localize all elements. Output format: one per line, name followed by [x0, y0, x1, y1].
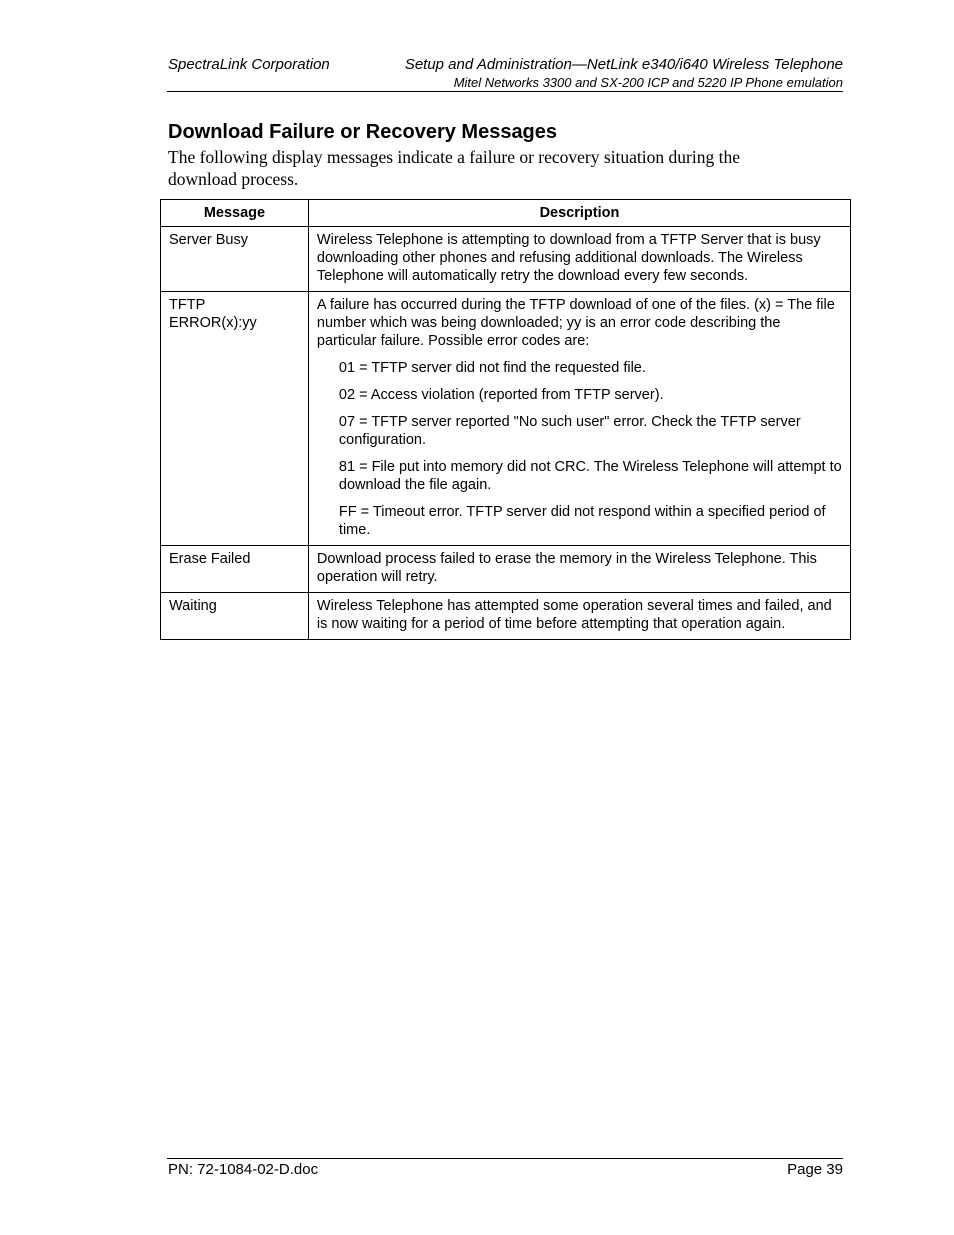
- message-cell: [161, 227, 309, 292]
- message-text: Erase Failed: [169, 551, 251, 567]
- section-intro: The following display messages indicate a failure or recovery situation during the download process.: [168, 147, 740, 189]
- column-header-description: Description: [308, 200, 850, 227]
- error-code-item: 01 = TFTP server did not find the requested file.: [338, 360, 646, 376]
- message-cell: [161, 546, 309, 593]
- description-text: Download process failed to erase the memory in the Wireless Telephone. This operation will retry.: [316, 551, 817, 585]
- table-row: [161, 227, 851, 292]
- section-heading: Download Failure or Recovery Messages: [168, 121, 558, 143]
- column-header-message: Message: [161, 200, 309, 227]
- description-cell: [308, 546, 850, 593]
- message-text: Waiting: [169, 598, 217, 614]
- error-code-item: 81 = File put into memory did not CRC. The Wireless Telephone will attempt to download the file again.: [338, 459, 842, 493]
- message-text: TFTP ERROR(x):yy: [169, 297, 257, 331]
- table-row: [161, 546, 851, 593]
- error-code-item: FF = Timeout error. TFTP server did not respond within a specified period of time.: [338, 504, 826, 538]
- description-cell: [308, 292, 850, 546]
- header-rule: [167, 91, 843, 92]
- footer-rule: [167, 1158, 843, 1159]
- table-row: [161, 593, 851, 640]
- table-row: [161, 292, 851, 546]
- messages-table: [160, 199, 851, 640]
- description-text: Wireless Telephone has attempted some operation several times and failed, and is now waiting for a period of time before attempting that operation again.: [316, 598, 832, 632]
- message-cell: [161, 292, 309, 546]
- header-title: Setup and Administration—NetLink e340/i640 Wireless Telephone: [404, 56, 843, 73]
- description-text: Wireless Telephone is attempting to download from a TFTP Server that is busy downloading other phones and refusing additional downloads. The Wireless Telephone will automatically retry the download every few seconds.: [316, 232, 821, 284]
- header-subtitle: Mitel Networks 3300 and SX-200 ICP and 5220 IP Phone emulation: [453, 75, 843, 90]
- table-header-row: [161, 200, 851, 227]
- error-code-item: 07 = TFTP server reported "No such user" error. Check the TFTP server configuration.: [338, 414, 801, 448]
- footer-part-number: PN: 72-1084-02-D.doc: [168, 1161, 319, 1178]
- header-company: SpectraLink Corporation: [168, 56, 330, 73]
- description-cell: [308, 227, 850, 292]
- description-cell: [308, 593, 850, 640]
- error-code-item: 02 = Access violation (reported from TFTP server).: [338, 387, 664, 403]
- message-text: Server Busy: [169, 232, 248, 248]
- footer-page-number: Page 39: [787, 1161, 843, 1178]
- description-text: A failure has occurred during the TFTP download of one of the files. (x) = The file number which was being downloaded; yy is an error code describing the particular failure. Possible error codes are:: [316, 297, 835, 349]
- message-cell: [161, 593, 309, 640]
